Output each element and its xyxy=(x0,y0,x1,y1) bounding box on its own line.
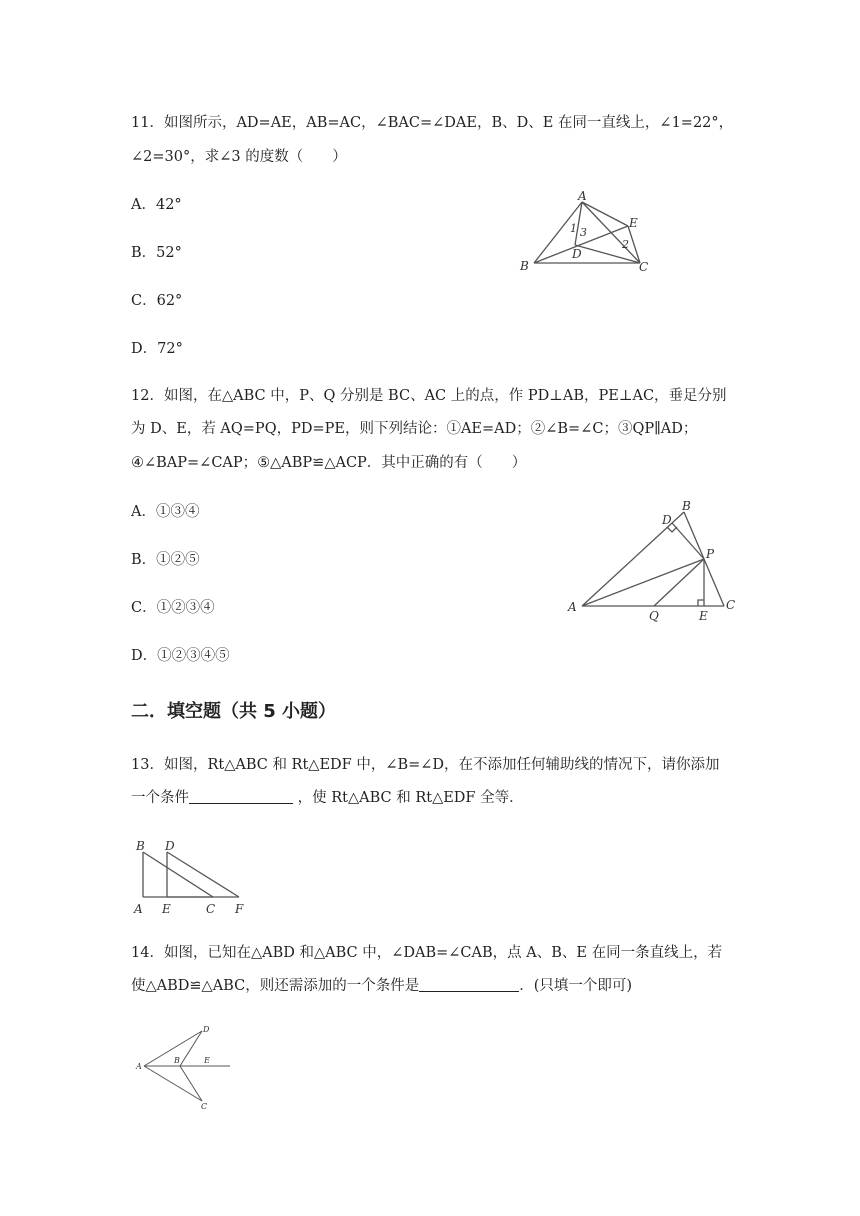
q14-label-a: A xyxy=(136,1062,142,1071)
q13-line2-prefix: 一个条件 xyxy=(131,790,189,806)
q11-label-a: A xyxy=(578,189,587,203)
q12-seg-ap xyxy=(582,559,704,606)
q11-option-b[interactable]: B．52° xyxy=(131,245,182,261)
q13-text-line2 xyxy=(131,788,524,808)
q13-figure xyxy=(131,836,251,918)
q12-label-q: Q xyxy=(649,609,659,623)
q11-option-a[interactable]: A．42° xyxy=(131,197,182,213)
q13-label-f: F xyxy=(235,902,244,916)
q14-text-line2 xyxy=(131,976,632,996)
q11-label-c: C xyxy=(639,260,649,274)
q12-text-line2: 为 D、E，若 AQ=PQ，PD=PE，则下列结论：①AE=AD；②∠B=∠C；③QP∥AD； xyxy=(131,421,698,437)
q14-label-c: C xyxy=(201,1102,208,1111)
q11-option-c[interactable]: C．62° xyxy=(131,293,183,309)
q11-label-e: E xyxy=(629,216,638,230)
q12-label-c: C xyxy=(726,598,736,612)
q12-seg-pd xyxy=(672,523,704,559)
q14-label-e: E xyxy=(204,1056,210,1065)
q11-text-line1: 11．如图所示，AD=AE，AB=AC，∠BAC=∠DAE，B、D、E 在同一直线上，∠1=22°， xyxy=(131,115,734,131)
q11-label-1: 1 xyxy=(570,222,577,235)
q12-option-b[interactable]: B．①②⑤ xyxy=(131,552,200,568)
q11-label-3: 3 xyxy=(580,226,587,239)
q14-seg-ad xyxy=(144,1031,202,1066)
q12-text-line1: 12．如图，在△ABC 中，P、Q 分别是 BC、AC 上的点，作 PD⊥AB，PE⊥AC，垂足分别 xyxy=(131,388,727,404)
q14-seg-ac xyxy=(144,1066,202,1101)
q11-label-d: D xyxy=(572,247,582,261)
q13-answer-blank[interactable] xyxy=(189,789,293,804)
q13-text-line1: 13．如图，Rt△ABC 和 Rt△EDF 中，∠B=∠D，在不添加任何辅助线的情况下，请你添加 xyxy=(131,757,720,773)
q12-label-a: A xyxy=(568,600,577,614)
q12-option-a[interactable]: A．①③④ xyxy=(131,504,200,520)
q12-option-d[interactable]: D．①②③④⑤ xyxy=(131,648,230,664)
q11-label-b: B xyxy=(520,259,529,273)
q11-figure xyxy=(518,190,658,275)
q14-label-b: B xyxy=(174,1056,180,1065)
q11-seg-dc xyxy=(575,245,640,263)
q14-answer-blank[interactable] xyxy=(419,977,519,992)
q12-option-c[interactable]: C．①②③④ xyxy=(131,600,215,616)
q12-figure xyxy=(566,498,756,626)
q14-label-d: D xyxy=(203,1025,210,1034)
q13-label-d: D xyxy=(165,839,175,853)
q13-label-c: C xyxy=(206,902,216,916)
q11-seg-ae xyxy=(582,202,628,226)
q13-label-b: B xyxy=(136,839,145,853)
q13-label-a: A xyxy=(134,902,143,916)
q12-right-angle-d xyxy=(667,527,677,532)
q12-right-angle-e xyxy=(698,600,704,606)
q12-seg-pq xyxy=(654,559,704,606)
section-title: 二．填空题（共 5 小题） xyxy=(131,701,337,722)
q12-text-line3: ④∠BAP=∠CAP；⑤△ABP≌△ACP．其中正确的有（ ） xyxy=(131,455,527,471)
q14-line2-suffix: ．(只填一个即可) xyxy=(519,978,633,994)
q12-label-b: B xyxy=(682,499,691,513)
q13-line2-suffix: ，使 Rt△ABC 和 Rt△EDF 全等． xyxy=(297,790,524,806)
q12-label-d: D xyxy=(662,513,672,527)
q13-label-e: E xyxy=(162,902,171,916)
q11-option-d[interactable]: D．72° xyxy=(131,341,183,357)
q12-label-e: E xyxy=(699,609,708,623)
q14-seg-bc xyxy=(180,1066,202,1101)
q12-label-p: P xyxy=(706,547,715,561)
q14-text-line1: 14．如图，已知在△ABD 和△ABC 中，∠DAB=∠CAB，点 A、B、E 在同一条直线上，若 xyxy=(131,945,723,961)
q14-seg-bd xyxy=(180,1031,202,1066)
q14-figure xyxy=(134,1024,239,1109)
q11-label-2: 2 xyxy=(622,238,629,251)
q14-line2-prefix: 使△ABD≌△ABC，则还需添加的一个条件是 xyxy=(131,978,420,994)
q11-text-line2: ∠2=30°，求∠3 的度数（ ） xyxy=(131,149,347,165)
